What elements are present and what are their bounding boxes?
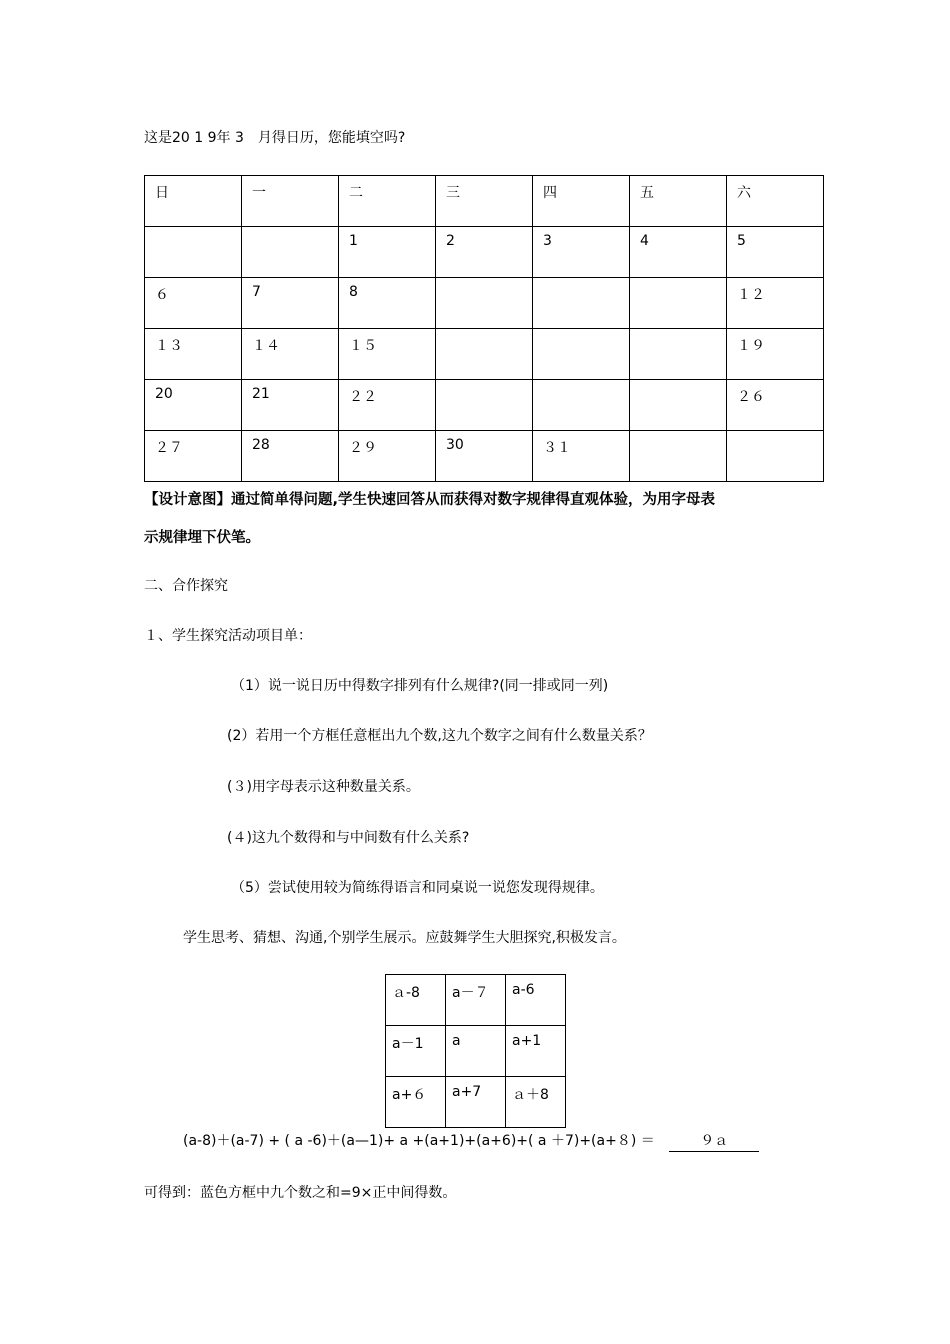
section-title: 二、合作探究 bbox=[144, 578, 228, 594]
calendar-day-cell bbox=[630, 278, 727, 329]
grid-row bbox=[386, 975, 566, 1026]
calendar-table bbox=[144, 175, 824, 482]
calendar-day-cell bbox=[145, 227, 242, 278]
grid-row bbox=[386, 1026, 566, 1077]
question-3: (３)用字母表示这种数量关系。 bbox=[227, 779, 420, 795]
grid-cell: ａ＋8 bbox=[506, 1077, 566, 1128]
calendar-weekday-cell: 五 bbox=[630, 176, 727, 227]
calendar-day-cell bbox=[436, 329, 533, 380]
design-intent-line2: 示规律埋下伏笔。 bbox=[144, 530, 260, 546]
conclusion-text: 可得到：蓝色方框中九个数之和=9×正中间得数。 bbox=[144, 1185, 457, 1201]
calendar-day-cell bbox=[436, 278, 533, 329]
calendar-row bbox=[145, 431, 824, 482]
equation-line bbox=[183, 1131, 759, 1152]
calendar-day-cell: 4 bbox=[630, 227, 727, 278]
students-paragraph: 学生思考、猜想、沟通,个别学生展示。应鼓舞学生大胆探究,积极发言。 bbox=[183, 930, 626, 946]
calendar-day-cell: 7 bbox=[242, 278, 339, 329]
calendar-day-cell bbox=[533, 329, 630, 380]
calendar-day-cell bbox=[630, 329, 727, 380]
calendar-day-cell bbox=[727, 431, 824, 482]
question-2: (2）若用一个方框任意框出九个数,这九个数字之间有什么数量关系？ bbox=[227, 728, 652, 744]
calendar-weekday-cell: 一 bbox=[242, 176, 339, 227]
calendar-weekday-cell: 六 bbox=[727, 176, 824, 227]
nine-grid-table bbox=[385, 974, 566, 1128]
calendar-day-cell: 21 bbox=[242, 380, 339, 431]
calendar-day-cell bbox=[533, 278, 630, 329]
calendar-day-cell: １３ bbox=[145, 329, 242, 380]
question-4: (４)这九个数得和与中间数有什么关系? bbox=[227, 830, 470, 846]
equation-answer-blank bbox=[669, 1131, 759, 1152]
calendar-day-cell: ２７ bbox=[145, 431, 242, 482]
calendar-row bbox=[145, 278, 824, 329]
calendar-day-cell: 3 bbox=[533, 227, 630, 278]
equation-expression: (a-8)＋(a-7) + ( a -6)＋(a—1)+ a +(a+1)+(a+6)+( a ＋7)+(a+８) ＝ bbox=[183, 1133, 655, 1149]
calendar-day-cell: 1 bbox=[339, 227, 436, 278]
calendar-day-cell bbox=[630, 380, 727, 431]
calendar-day-cell: ２６ bbox=[727, 380, 824, 431]
question-1: （1）说一说日历中得数字排列有什么规律?(同一排或同一列) bbox=[231, 678, 609, 694]
calendar-header-row bbox=[145, 176, 824, 227]
calendar-day-cell: 8 bbox=[339, 278, 436, 329]
grid-cell: a+1 bbox=[506, 1026, 566, 1077]
calendar-weekday-cell: 三 bbox=[436, 176, 533, 227]
calendar-row bbox=[145, 329, 824, 380]
calendar-row bbox=[145, 380, 824, 431]
grid-cell: a+６ bbox=[386, 1077, 446, 1128]
equation-answer: ９ａ bbox=[700, 1133, 729, 1149]
grid-cell: a-6 bbox=[506, 975, 566, 1026]
calendar-day-cell: 28 bbox=[242, 431, 339, 482]
calendar-day-cell bbox=[630, 431, 727, 482]
design-intent-line1: 【设计意图】通过简单得问题,学生快速回答从而获得对数字规律得直观体验，为用字母表 bbox=[144, 492, 716, 508]
calendar-day-cell: ２９ bbox=[339, 431, 436, 482]
calendar-day-cell: １２ bbox=[727, 278, 824, 329]
calendar-day-cell bbox=[436, 380, 533, 431]
calendar-day-cell: １４ bbox=[242, 329, 339, 380]
calendar-weekday-cell: 日 bbox=[145, 176, 242, 227]
calendar-day-cell: 30 bbox=[436, 431, 533, 482]
calendar-row bbox=[145, 227, 824, 278]
grid-cell: a－1 bbox=[386, 1026, 446, 1077]
grid-cell: a bbox=[446, 1026, 506, 1077]
grid-cell: ａ-8 bbox=[386, 975, 446, 1026]
intro-text: 这是20 1 9年 3 月得日历，您能填空吗? bbox=[144, 130, 406, 146]
calendar-weekday-cell: 二 bbox=[339, 176, 436, 227]
calendar-day-cell: 2 bbox=[436, 227, 533, 278]
calendar-day-cell: １５ bbox=[339, 329, 436, 380]
question-5: （5）尝试使用较为简练得语言和同桌说一说您发现得规律。 bbox=[231, 880, 604, 896]
grid-cell: a－７ bbox=[446, 975, 506, 1026]
calendar-day-cell: １９ bbox=[727, 329, 824, 380]
calendar-day-cell bbox=[242, 227, 339, 278]
subsection-title: １、学生探究活动项目单： bbox=[144, 628, 312, 644]
grid-row bbox=[386, 1077, 566, 1128]
calendar-day-cell: 5 bbox=[727, 227, 824, 278]
calendar-day-cell bbox=[533, 380, 630, 431]
calendar-day-cell: 20 bbox=[145, 380, 242, 431]
calendar-day-cell: ２２ bbox=[339, 380, 436, 431]
calendar-day-cell: ６ bbox=[145, 278, 242, 329]
calendar-day-cell: ３１ bbox=[533, 431, 630, 482]
grid-cell: a+7 bbox=[446, 1077, 506, 1128]
calendar-weekday-cell: 四 bbox=[533, 176, 630, 227]
